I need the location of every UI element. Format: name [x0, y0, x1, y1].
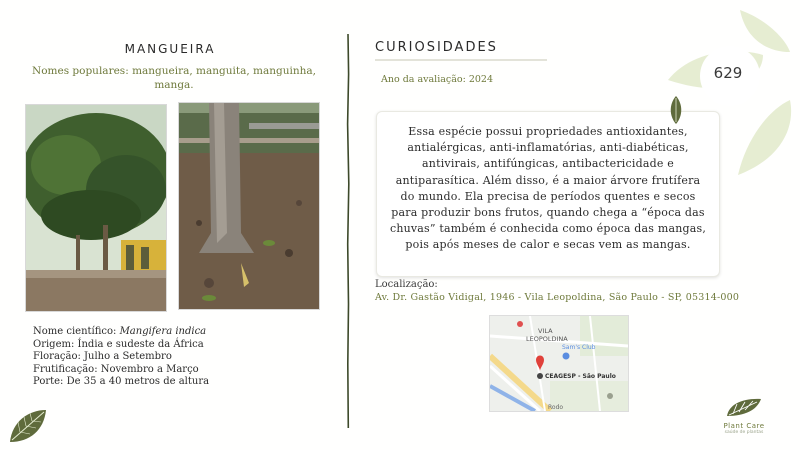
evaluation-year: Ano da avaliação: 2024 [381, 74, 494, 85]
map-district-1: VILA [538, 327, 553, 335]
fact-flowering: Floração: Julho a Setembro [33, 351, 172, 362]
tree-facts [33, 326, 333, 389]
logo-subtitle: saúde de plantas [724, 430, 764, 435]
scientific-name-value: Mangifera indica [119, 326, 207, 337]
small-leaf-icon [668, 96, 684, 124]
location-address: Av. Dr. Gastão Vidigal, 1946 - Vila Leopoldina, São Paulo - SP, 05314-000 [375, 292, 740, 303]
logo-leaf-icon [723, 396, 765, 418]
location-map[interactable] [489, 315, 629, 412]
curiosity-text: Essa espécie possui propriedades antioxidantes, antialérgicas, anti-inflamatórias, anti-diabéticas, antivirais, antifúngicas, antibactericidade e antiparasítica. Além disso, é a maior árvore frutífera do mundo. Ela precisa de períodos quentes e secos para produzir bons frutos, quando chega a “época das chuvas” também é conhecida como época das mangas, pois após meses de calor e secas vem as mangas. [389, 125, 707, 252]
popular-names: Nomes populares: mangueira, manguita, manguinha, manga. [32, 65, 316, 91]
fact-origin: Origem: Índia e sudeste da África [33, 338, 204, 350]
title-underline [375, 59, 547, 61]
curiosities-title: CURIOSIDADES [375, 40, 498, 55]
fact-fruiting: Frutificação: Novembro a Março [33, 363, 199, 375]
tree-title: MANGUEIRA [124, 42, 216, 56]
leaf-decoration [668, 0, 800, 190]
corner-leaf-icon [8, 408, 48, 444]
tree-photo-trunk [178, 102, 320, 310]
plant-care-logo [706, 396, 782, 436]
map-store: Sam's Club [562, 344, 596, 351]
tree-photo-canopy [25, 104, 167, 312]
sheet-number: 629 [713, 64, 743, 82]
logo-name: Plant Care [723, 422, 765, 430]
column-divider [346, 34, 350, 428]
scientific-name-label: Nome científico: [33, 326, 120, 337]
fact-scientific-name [33, 326, 333, 339]
map-road: Rodo [548, 404, 564, 411]
map-district-2: LEOPOLDINA [526, 335, 568, 343]
location-label: Localização: [375, 279, 438, 290]
fact-size: Porte: De 35 a 40 metros de altura [33, 376, 210, 387]
map-place: CEAGESP - São Paulo [545, 373, 616, 380]
